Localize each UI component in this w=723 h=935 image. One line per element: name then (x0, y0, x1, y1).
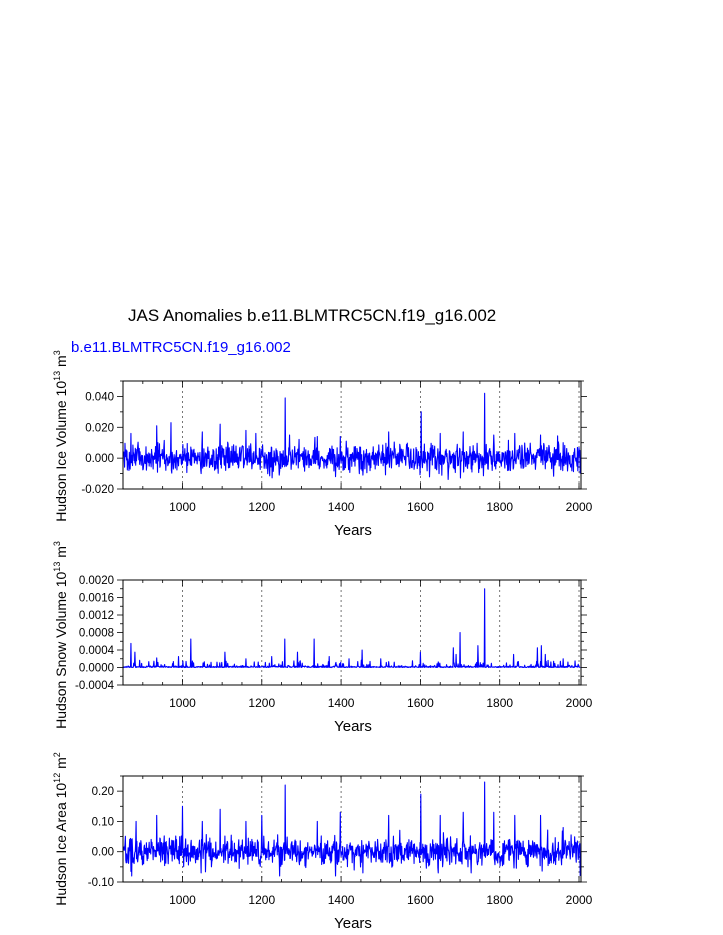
plot-frame (123, 776, 581, 882)
y-tick-label: 0.0008 (78, 627, 114, 640)
x-tick-label: 1800 (486, 893, 514, 907)
x-tick-label: 1400 (327, 893, 355, 907)
y-tick-label: 0.020 (85, 422, 114, 435)
x-tick-label: 1600 (407, 696, 434, 710)
y-tick-label: 0.0016 (78, 592, 114, 605)
chart-panel-1 (52, 350, 593, 539)
legend-label: b.e11.BLMTRC5CN.f19_g16.002 (71, 339, 291, 356)
y-tick-label: 0.00 (91, 846, 114, 859)
y-axis-label: Hudson Snow Volume $10^{13}$ $m^3$ (52, 541, 69, 729)
y-tick-label: -0.10 (87, 877, 114, 889)
chart-panel-2 (52, 541, 593, 735)
y-tick-label: 0.10 (91, 816, 114, 829)
y-tick-label: -0.0004 (74, 680, 114, 692)
x-tick-label: 1200 (248, 500, 276, 514)
x-tick-label: 2000 (565, 696, 593, 710)
plot-frame (123, 580, 581, 685)
x-tick-label: 1800 (486, 696, 514, 710)
x-axis-label: Years (334, 522, 372, 539)
x-tick-label: 1400 (327, 500, 355, 514)
y-tick-label: 0.040 (85, 391, 114, 404)
y-tick-label: -0.020 (81, 484, 114, 496)
y-axis-label: Hudson Ice Area $10^{12}$ $m^2$ (52, 752, 69, 906)
y-tick-label: 0.0020 (78, 575, 114, 587)
y-tick-label: 0.000 (85, 453, 114, 466)
plot-frame (123, 381, 581, 489)
x-tick-label: 1200 (248, 696, 276, 710)
series-line (123, 589, 580, 668)
y-axis-label: Hudson Ice Volume $10^{13}$ $m^3$ (52, 350, 69, 522)
series-line (123, 782, 580, 876)
y-tick-label: 0.0012 (78, 610, 114, 622)
x-tick-label: 1000 (169, 500, 196, 514)
x-axis-label: Years (334, 915, 372, 932)
x-tick-label: 1600 (407, 893, 434, 907)
x-tick-label: 1400 (327, 696, 355, 710)
chart-panel-3 (52, 752, 593, 932)
x-tick-label: 1000 (169, 696, 196, 710)
x-tick-label: 2000 (565, 500, 593, 514)
x-tick-label: 1600 (407, 500, 434, 514)
x-tick-label: 2000 (565, 893, 593, 907)
y-tick-label: 0.20 (91, 786, 114, 799)
chart-title: JAS Anomalies b.e11.BLMTRC5CN.f19_g16.002 (128, 306, 497, 325)
y-tick-label: 0.0000 (78, 662, 114, 675)
x-tick-label: 1000 (169, 893, 196, 907)
x-tick-label: 1200 (248, 893, 276, 907)
series-line (123, 393, 580, 479)
y-tick-label: 0.0004 (78, 645, 114, 657)
x-axis-label: Years (334, 718, 372, 735)
x-tick-label: 1800 (486, 500, 514, 514)
